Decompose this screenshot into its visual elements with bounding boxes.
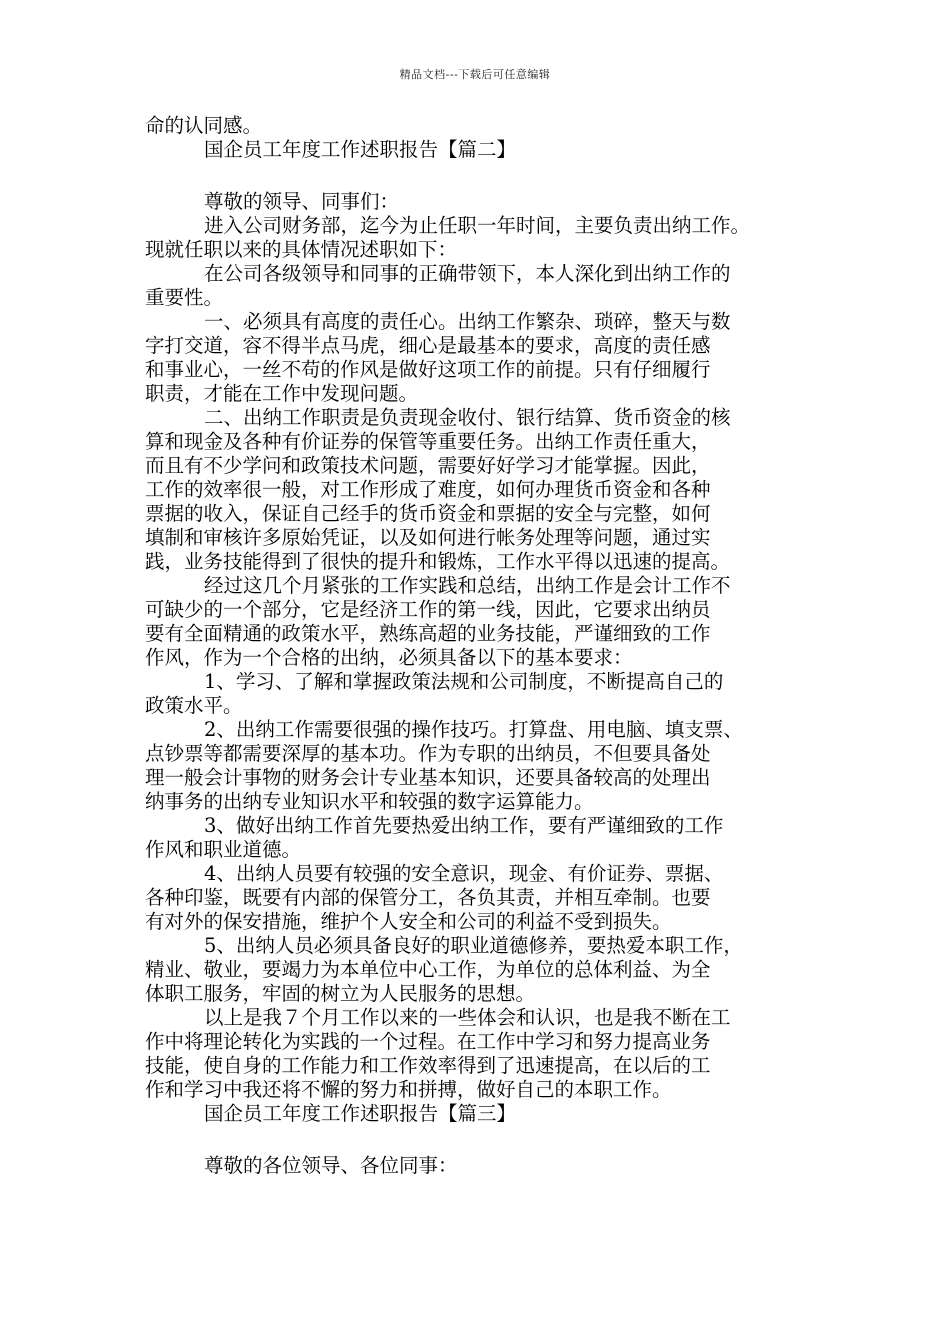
text-line: 职责，才能在工作中发现问题。 <box>145 382 419 405</box>
text-line: 践，业务技能得到了很快的提升和锻炼，工作水平得以迅速的提高。 <box>145 550 731 573</box>
text-line: 5、出纳人员必须具备良好的职业道德修养，要热爱本职工作， <box>204 934 743 957</box>
section-heading: 国企员工年度工作述职报告【篇三】 <box>204 1102 517 1125</box>
text-line: 作风，作为一个合格的出纳，必须具备以下的基本要求： <box>145 646 633 669</box>
text-line: 2、出纳工作需要很强的操作技巧。打算盘、用电脑、填支票、 <box>204 718 743 741</box>
text-line: 在公司各级领导和同事的正确带领下，本人深化到出纳工作的 <box>204 262 731 285</box>
text-line: 重要性。 <box>145 286 224 309</box>
text-line: 体职工服务，牢固的树立为人民服务的思想。 <box>145 982 536 1005</box>
text-line: 现就任职以来的具体情况述职如下： <box>145 238 458 261</box>
text-line: 票据的收入，保证自己经手的货币资金和票据的安全与完整，如何 <box>145 502 711 525</box>
text-line: 而且有不少学问和政策技术问题，需要好好学习才能掌握。因此， <box>145 454 711 477</box>
text-line: 以上是我７个月工作以来的一些体会和认识，也是我不断在工 <box>204 1006 731 1029</box>
text-line: 3、做好出纳工作首先要热爱出纳工作，要有严谨细致的工作 <box>204 814 724 837</box>
text-line: 精业、敬业，要竭力为本单位中心工作，为单位的总体利益、为全 <box>145 958 711 981</box>
blank-line <box>145 162 817 190</box>
document-body <box>145 114 817 1178</box>
text-line: 算和现金及各种有价证券的保管等重要任务。出纳工作责任重大， <box>145 430 711 453</box>
text-line: 进入公司财务部，迄今为止任职一年时间，主要负责出纳工作。 <box>204 214 751 237</box>
blank-line <box>145 1126 817 1154</box>
text-line: 字打交道，容不得半点马虎，细心是最基本的要求，高度的责任感 <box>145 334 711 357</box>
text-line: 作中将理论转化为实践的一个过程。在工作中学习和努力提高业务 <box>145 1030 711 1053</box>
text-line: 填制和审核许多原始凭证，以及如何进行帐务处理等问题，通过实 <box>145 526 711 549</box>
section-heading: 国企员工年度工作述职报告【篇二】 <box>204 138 517 161</box>
text-line: 技能，使自身的工作能力和工作效率得到了迅速提高，在以后的工 <box>145 1054 711 1077</box>
salutation: 尊敬的领导、同事们： <box>204 190 400 213</box>
text-line: 作和学习中我还将不懈的努力和拼搏，做好自己的本职工作。 <box>145 1078 672 1101</box>
text-line: 和事业心，一丝不苟的作风是做好这项工作的前提。只有仔细履行 <box>145 358 711 381</box>
text-line: 可缺少的一个部分，它是经济工作的第一线，因此，它要求出纳员 <box>145 598 711 621</box>
text-line: 点钞票等都需要深厚的基本功。作为专职的出纳员，不但要具备处 <box>145 742 711 765</box>
text-line: 要有全面精通的政策水平，熟练高超的业务技能，严谨细致的工作 <box>145 622 711 645</box>
text-line: 工作的效率很一般，对工作形成了难度，如何办理货币资金和各种 <box>145 478 711 501</box>
text-line: 4、出纳人员要有较强的安全意识，现金、有价证券、票据、 <box>204 862 724 885</box>
text-line: 作风和职业道德。 <box>145 838 302 861</box>
text-line: 有对外的保安措施，维护个人安全和公司的利益不受到损失。 <box>145 910 672 933</box>
text-line: 理一般会计事物的财务会计专业基本知识，还要具备较高的处理出 <box>145 766 711 789</box>
text-line: 二、出纳工作职责是负责现金收付、银行结算、货币资金的核 <box>204 406 731 429</box>
salutation: 尊敬的各位领导、各位同事： <box>204 1154 458 1177</box>
text-line: 各种印鉴，既要有内部的保管分工，各负其责，并相互牵制。也要 <box>145 886 711 909</box>
text-line: 纳事务的出纳专业知识水平和较强的数字运算能力。 <box>145 790 594 813</box>
text-line: 政策水平。 <box>145 694 243 717</box>
text-line: 1、学习、了解和掌握政策法规和公司制度，不断提高自己的 <box>204 670 724 693</box>
text-line: 命的认同感。 <box>145 114 263 137</box>
page-header: 精品文档---下载后可任意编辑 <box>399 68 551 81</box>
text-line: 一、必须具有高度的责任心。出纳工作繁杂、琐碎，整天与数 <box>204 310 731 333</box>
text-line: 经过这几个月紧张的工作实践和总结，出纳工作是会计工作不 <box>204 574 731 597</box>
